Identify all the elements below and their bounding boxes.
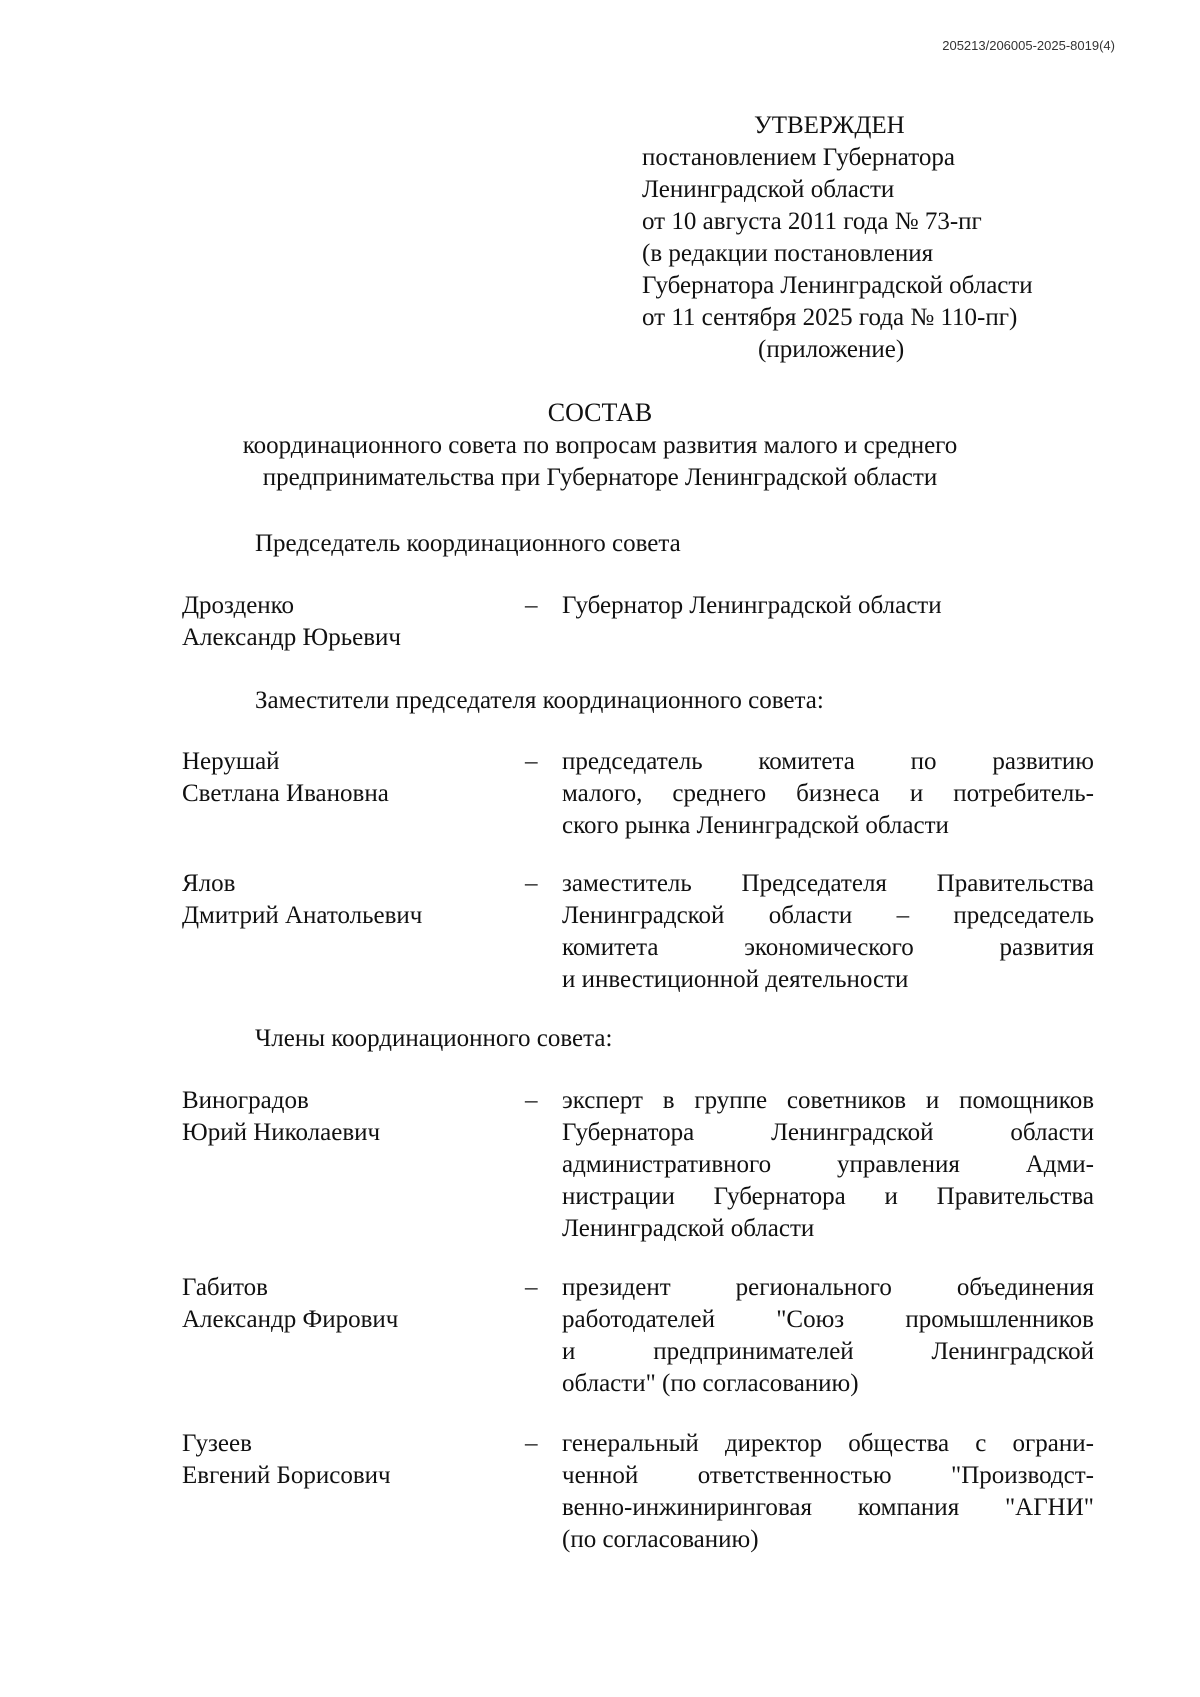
position-line: венно-инжиниринговая компания "АГНИ" (562, 1494, 1094, 1521)
approval-line: Губернатора Ленинградской области (642, 272, 1033, 299)
member-given-names: Юрий Николаевич (182, 1119, 381, 1146)
approval-line: от 11 сентября 2025 года № 110-пг) (642, 304, 1018, 331)
member-name (182, 746, 512, 810)
position-line: работодателей "Союз промышленников (562, 1306, 1094, 1333)
member-name (182, 590, 512, 654)
position-line: административного управления Адми- (562, 1151, 1094, 1178)
dash: – (525, 1274, 538, 1301)
dash: – (525, 748, 538, 775)
member-position (562, 590, 1094, 622)
title-line: координационного совета по вопросам развития малого и среднего (242, 432, 958, 459)
section-members: Члены координационного совета: (255, 1025, 613, 1052)
member-position (562, 746, 1094, 842)
member-name (182, 868, 512, 932)
approval-tail: (приложение) (758, 336, 905, 363)
member-name (182, 1272, 512, 1336)
member-surname: Гузеев (182, 1430, 252, 1457)
member-given-names: Александр Фирович (182, 1306, 399, 1333)
member-given-names: Александр Юрьевич (182, 624, 401, 651)
member-given-names: Евгений Борисович (182, 1462, 391, 1489)
member-surname: Нерушай (182, 748, 280, 775)
position-line: заместитель Председателя Правительства (562, 870, 1094, 897)
position-line: малого, среднего бизнеса и потребитель- (562, 780, 1094, 807)
position-line: и инвестиционной деятельности (562, 966, 909, 993)
dash: – (525, 1087, 538, 1114)
position-line: нистрации Губернатора и Правительства (562, 1183, 1094, 1210)
section-chair: Председатель координационного совета (255, 530, 681, 557)
approval-line: (в редакции постановления (642, 240, 934, 267)
member-position (562, 1428, 1094, 1556)
document-id: 205213/206005-2025-8019(4) (942, 38, 1115, 53)
position-line: Ленинградской области – председатель (562, 902, 1094, 929)
position-line: комитета экономического развития (562, 934, 1094, 961)
dash: – (525, 870, 538, 897)
position-line: президент регионального объединения (562, 1274, 1094, 1301)
position-line: генеральный директор общества с ограни- (562, 1430, 1094, 1457)
position-line: области" (по согласованию) (562, 1370, 859, 1397)
dash: – (525, 1430, 538, 1457)
dash: – (525, 592, 538, 619)
member-surname: Ялов (182, 870, 236, 897)
member-position (562, 1272, 1094, 1400)
position-line: председатель комитета по развитию (562, 748, 1094, 775)
approval-line: постановлением Губернатора (642, 144, 955, 171)
position-line: эксперт в группе советников и помощников (562, 1087, 1094, 1114)
position-line: (по согласованию) (562, 1526, 759, 1553)
position-line: Губернатор Ленинградской области (562, 592, 942, 619)
position-line: и предпринимателей Ленинградской (562, 1338, 1094, 1365)
member-surname: Дрозденко (182, 592, 295, 619)
position-line: Ленинградской области (562, 1215, 815, 1242)
approval-heading: УТВЕРЖДЕН (754, 112, 905, 139)
position-line: ченной ответственностью "Производст- (562, 1462, 1094, 1489)
approval-line: Ленинградской области (642, 176, 895, 203)
member-name (182, 1085, 512, 1149)
member-surname: Виноградов (182, 1087, 309, 1114)
member-given-names: Дмитрий Анатольевич (182, 902, 423, 929)
member-position (562, 868, 1094, 996)
member-given-names: Светлана Ивановна (182, 780, 389, 807)
member-name (182, 1428, 512, 1492)
position-line: Губернатора Ленинградской области (562, 1119, 1094, 1146)
position-line: ского рынка Ленинградской области (562, 812, 949, 839)
section-deputies: Заместители председателя координационного совета: (255, 687, 824, 714)
member-surname: Габитов (182, 1274, 268, 1301)
title-main: СОСТАВ (547, 398, 653, 427)
approval-stamp (642, 110, 1033, 366)
approval-line: от 10 августа 2011 года № 73-пг (642, 208, 982, 235)
document-title (0, 396, 1200, 494)
title-line: предпринимательства при Губернаторе Ленинградской области (262, 464, 938, 491)
member-position (562, 1085, 1094, 1245)
